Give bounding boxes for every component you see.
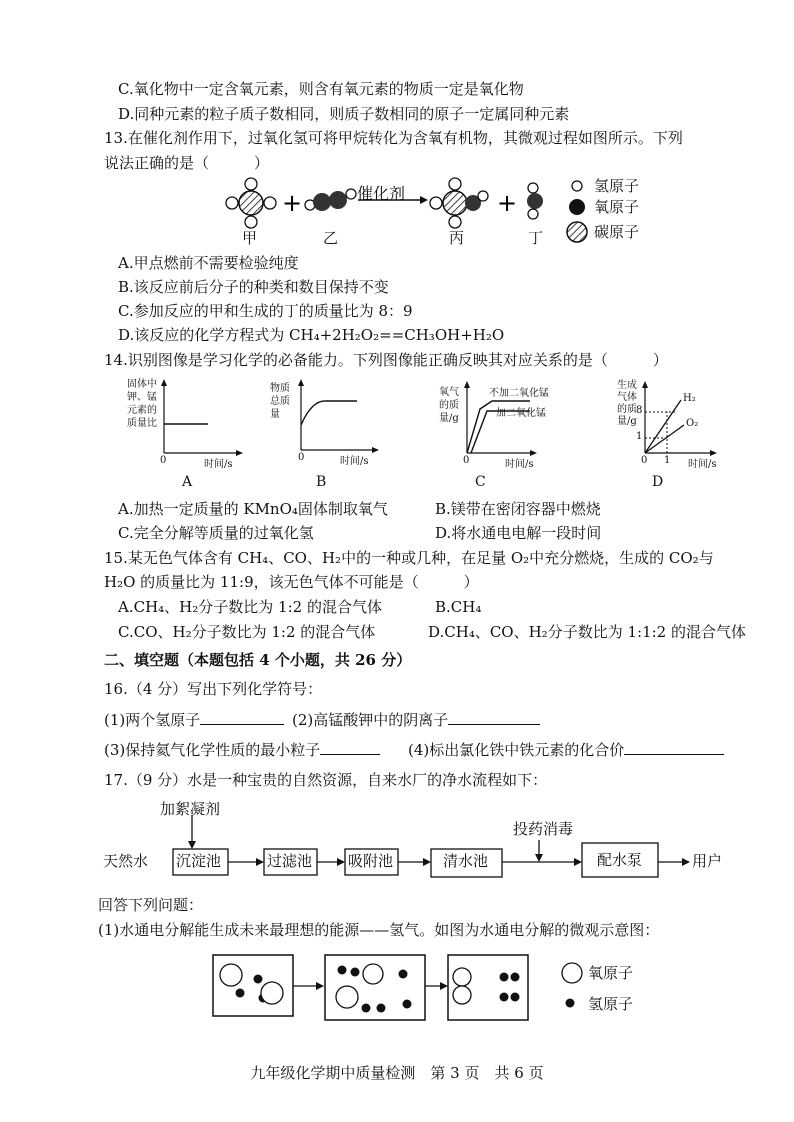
legend-hydrogen: 氢原子 [594, 177, 640, 195]
molecule-bing [430, 178, 488, 228]
graph-d [642, 381, 717, 456]
q17-legend-hydrogen: 氢原子 [588, 995, 634, 1013]
q15-option-b: B.CH₄ [435, 598, 482, 616]
q15-option-d: D.CH₄、CO、H₂分子数比为 1:1:2 的混合气体 [428, 623, 746, 641]
q13-stem-line1: 13.在催化剂作用下，过氧化氢可将甲烷转化为含氧有机物，其微观过程如图所示。下列 [104, 129, 683, 147]
flow-source: 天然水 [103, 852, 149, 870]
q13-option-c: C.参加反应的甲和生成的丁的质量比为 8：9 [118, 302, 413, 320]
molecule-ding [527, 183, 543, 219]
q15-stem-line1: 15.某无色气体含有 CH₄、CO、H₂中的一种或几种，在足量 O₂中充分燃烧，生成的 CO₂与 [104, 549, 714, 567]
flow-disinfect: 投药消毒 [513, 820, 574, 838]
flow-coagulant: 加絮凝剂 [160, 800, 221, 818]
catalyst-label: 催化剂 [357, 184, 406, 203]
q17-legend-oxygen: 氧原子 [588, 964, 634, 982]
q15-stem-line2: H₂O 的质量比为 11:9，该无色气体不可能是（ ） [104, 573, 479, 591]
q14-option-d: D.将水通电电解一段时间 [435, 524, 602, 542]
q13-option-a: A.甲点燃前不需要检验纯度 [118, 254, 299, 272]
graph-b-letter: B [316, 474, 327, 490]
plus-sign-2: + [497, 189, 518, 217]
flow-step-pump: 配水泵 [597, 851, 643, 869]
molecule-yi [305, 189, 356, 211]
graph-a [161, 379, 243, 456]
q14-option-c: C.完全分解等质量的过氧化氢 [118, 524, 314, 542]
graph-d-ylabel: 生成 气体 的质 量/g [617, 380, 637, 427]
graph-d-xtick-0: 0 [641, 455, 648, 466]
q17-part1: (1)水通电分解能生成未来最理想的能源——氢气。如图为水通电分解的微观示意图： [98, 921, 660, 939]
q14-option-a: A.加热一定质量的 KMnO₄固体制取氧气 [118, 500, 388, 518]
graph-b-xlabel: 时间/s [340, 456, 369, 467]
q12-option-d: D.同种元素的粒子质子数相同，则质子数相同的原子一定属同种元素 [118, 105, 570, 123]
label-jia: 甲 [242, 229, 258, 247]
graph-b [298, 379, 379, 453]
graph-b-ylabel: 物质 总质 量 [270, 383, 290, 420]
electrolysis-diagram [213, 955, 582, 1020]
graph-c-origin: 0 [463, 455, 470, 466]
q16-part3: (3)保持氦气化学性质的最小粒子 [104, 740, 380, 760]
graph-d-xtick-1: 1 [664, 455, 671, 466]
q15-option-a: A.CH₄、H₂分子数比为 1:2 的混合气体 [118, 598, 382, 616]
graph-d-curve1-label: H₂ [683, 393, 696, 404]
q16-part1: (1)两个氢原子 [104, 710, 284, 730]
graph-d-ytick-1: 1 [636, 431, 643, 442]
label-yi: 乙 [323, 229, 339, 247]
graph-b-origin: 0 [298, 452, 305, 463]
q16-part4: (4)标出氯化铁中铁元素的化合价 [408, 740, 724, 760]
flow-step-clear-water: 清水池 [443, 852, 489, 870]
graph-d-xlabel: 时间/s [688, 459, 717, 470]
q13-option-d: D.该反应的化学方程式为 CH₄+2H₂O₂==CH₃OH+H₂O [118, 326, 505, 344]
q16-blank-4[interactable] [624, 740, 724, 755]
q12-option-c: C.氧化物中一定含氧元素，则含有氧元素的物质一定是氧化物 [118, 80, 524, 98]
q14-option-b: B.镁带在密闭容器中燃烧 [435, 500, 601, 518]
graph-d-curve2-label: O₂ [686, 418, 699, 429]
graph-c-curve1-label: 不加二氧化锰 [489, 388, 549, 399]
q17-answer-prompt: 回答下列问题： [98, 896, 204, 914]
q16-blank-3[interactable] [320, 740, 380, 755]
q13-option-b: B.该反应前后分子的种类和数目保持不变 [118, 278, 389, 296]
flow-user: 用户 [692, 852, 723, 870]
flow-step-sedimentation: 沉淀池 [176, 852, 222, 870]
q13-stem-line2: 说法正确的是（ ） [104, 154, 270, 172]
graph-c-curve2-label: 加二氧化锰 [496, 408, 546, 419]
q16-blank-2[interactable] [448, 710, 540, 725]
label-ding: 丁 [528, 229, 544, 247]
graph-d-line-h2 [645, 400, 681, 453]
plus-sign-1: + [282, 189, 303, 217]
legend-oxygen: 氧原子 [594, 198, 640, 216]
flow-step-filtration: 过滤池 [267, 852, 313, 870]
molecule-jia [226, 178, 276, 228]
graph-d-ytick-8: 8 [636, 405, 643, 416]
graph-a-xlabel: 时间/s [204, 459, 233, 470]
q16-stem: 16.（4 分）写出下列化学符号： [104, 680, 323, 698]
graph-c-ylabel: 氧气 的质 量/g [439, 387, 459, 424]
q13-legend [567, 181, 587, 242]
q14-stem: 14.识别图像是学习化学的必备能力。下列图像能正确反映其对应关系的是（ ） [104, 351, 668, 369]
graph-d-letter: D [652, 474, 664, 490]
q15-option-c: C.CO、H₂分子数比为 1:2 的混合气体 [118, 623, 376, 641]
graph-d-line-o2 [645, 425, 684, 453]
graph-b-curve [301, 401, 357, 425]
graph-a-ylabel: 固体中 钾、锰 元素的 质量比 [127, 379, 157, 429]
q17-stem: 17.（9 分）水是一种宝贵的自然资源，自来水厂的净水流程如下： [104, 771, 548, 789]
graph-c-xlabel: 时间/s [505, 459, 534, 470]
page-footer: 九年级化学期中质量检测 第 3 页 共 6 页 [250, 1064, 544, 1082]
legend-carbon: 碳原子 [594, 223, 640, 241]
graph-a-origin: 0 [160, 455, 167, 466]
graph-a-letter: A [182, 474, 193, 490]
label-bing: 丙 [449, 229, 465, 247]
flow-step-adsorption: 吸附池 [348, 852, 394, 870]
q16-part2: (2)高锰酸钾中的阴离子 [292, 710, 540, 730]
q16-blank-1[interactable] [200, 710, 284, 725]
section-2-title: 二、填空题（本题包括 4 个小题，共 26 分） [104, 651, 412, 669]
graph-c-letter: C [475, 474, 486, 490]
